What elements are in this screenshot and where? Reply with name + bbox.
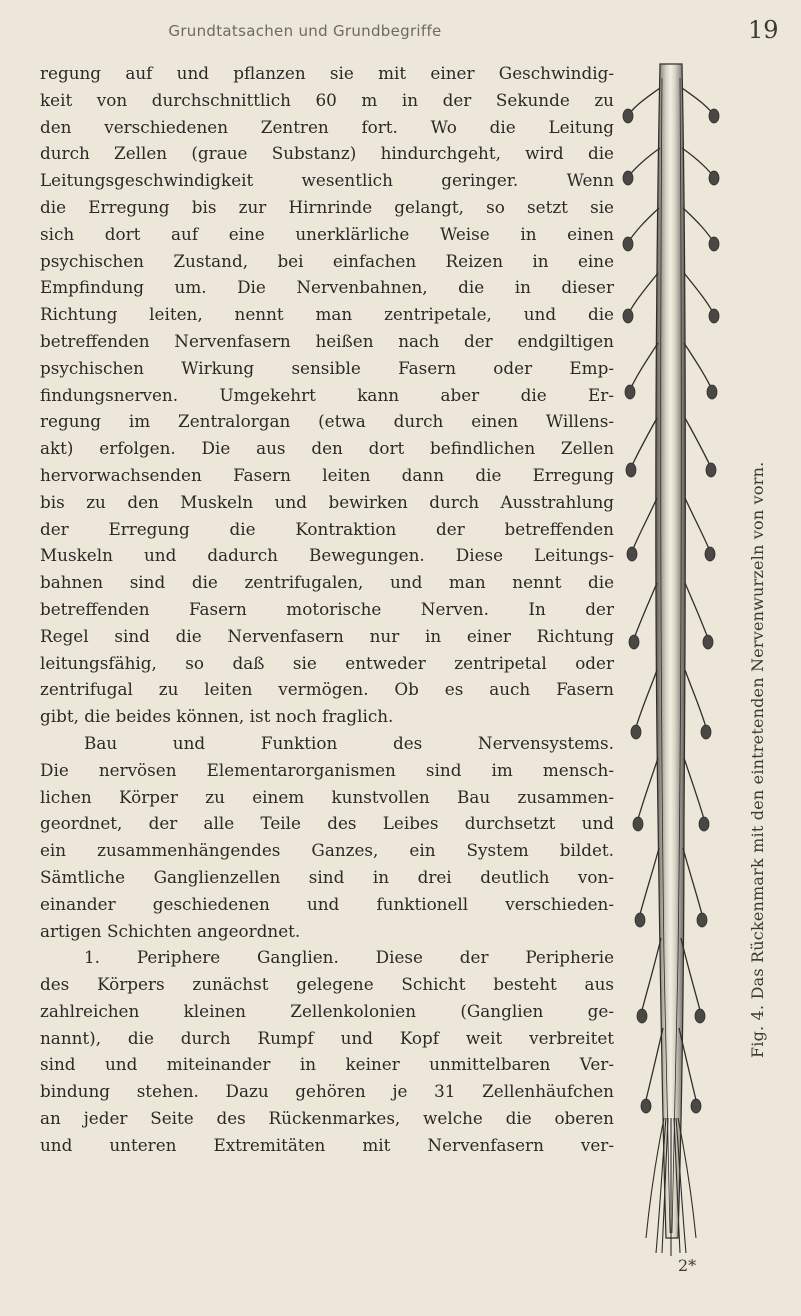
- text-line: hervorwachsenden Fasern leiten dann die Erregung: [40, 464, 614, 485]
- spinal-cord-illustration: [620, 58, 720, 1258]
- text-line: sich dort auf eine unerklärliche Weise in einen: [40, 223, 614, 244]
- text-line: Die nervösen Elementarorganismen sind im mensch-: [40, 759, 614, 780]
- text-line: Empfindung um. Die Nervenbahnen, die in dieser: [40, 277, 614, 298]
- text-line: Leitungsgeschwindigkeit wesentlich geringer. Wenn: [40, 170, 614, 191]
- text-line: betreffenden Fasern motorische Nerven. In der: [40, 598, 614, 619]
- text-line: sind und miteinander in keiner unmittelbaren Ver-: [40, 1054, 614, 1075]
- text-line: des Körpers zunächst gelegene Schicht besteht aus: [40, 974, 614, 995]
- text-line: zentrifugal zu leiten vermögen. Ob es auch Fasern: [40, 679, 614, 700]
- text-line: keit von durchschnittlich 60 m in der Sekunde zu: [40, 89, 614, 110]
- text-line: nannt), die durch Rumpf und Kopf weit verbreitet: [40, 1027, 614, 1048]
- text-line: bahnen sind die zentrifugalen, und man nennt die: [40, 572, 614, 593]
- text-line: an jeder Seite des Rückenmarkes, welche die oberen: [40, 1108, 614, 1129]
- text-line: geordnet, der alle Teile des Leibes durchsetzt und: [40, 813, 614, 834]
- list-item-heading: 1. Periphere Ganglien. Diese der Peripherie: [84, 947, 614, 968]
- text-line: und unteren Extremitäten mit Nervenfasern ver-: [40, 1134, 614, 1155]
- page-number: 19: [748, 16, 779, 44]
- text-line: Regel sind die Nervenfasern nur in einer Richtung: [40, 625, 614, 646]
- text-line: regung im Zentralorgan (etwa durch einen Willens-: [40, 411, 614, 432]
- text-line: lichen Körper zu einem kunstvollen Bau zusammen-: [40, 786, 614, 807]
- text-line: einander geschiedenen und funktionell verschieden-: [40, 893, 614, 914]
- signature-mark: 2*: [678, 1256, 697, 1275]
- text-line: ein zusammenhängendes Ganzes, ein System bildet.: [40, 840, 614, 861]
- text-line: bindung stehen. Dazu gehören je 31 Zellenhäufchen: [40, 1081, 614, 1102]
- text-line: leitungsfähig, so daß sie entweder zentripetal oder: [40, 652, 614, 673]
- text-line: der Erregung die Kontraktion der betreffenden: [40, 518, 614, 539]
- section-heading: Bau und Funktion des Nervensystems.: [84, 732, 614, 753]
- text-line: Muskeln und dadurch Bewegungen. Diese Leitungs-: [40, 545, 614, 566]
- text-line: Sämtliche Ganglienzellen sind in drei deutlich von-: [40, 866, 614, 887]
- text-line: Richtung leiten, nennt man zentripetale, und die: [40, 304, 614, 325]
- text-line: akt) erfolgen. Die aus den dort befindlichen Zellen: [40, 438, 614, 459]
- figure-caption: [718, 58, 778, 1138]
- body-text: [40, 60, 614, 1159]
- text-line: regung auf und pflanzen sie mit einer Geschwindig-: [40, 63, 614, 83]
- text-line: den verschiedenen Zentren fort. Wo die Leitung: [40, 116, 614, 137]
- text-line: psychischen Wirkung sensible Fasern oder Emp-: [40, 357, 614, 378]
- text-line: betreffenden Nervenfasern heißen nach der endgiltigen: [40, 330, 614, 351]
- text-line: findungsnerven. Umgekehrt kann aber die Er-: [40, 384, 614, 405]
- text-line: zahlreichen kleinen Zellenkolonien (Ganglien ge-: [40, 1000, 614, 1021]
- figure-caption-text: Fig. 4. Das Rückenmark mit den eintretenden Nervenwurzeln von vorn.: [748, 461, 767, 1058]
- text-line: bis zu den Muskeln und bewirken durch Ausstrahlung: [40, 491, 614, 512]
- text-line: die Erregung bis zur Hirnrinde gelangt, so setzt sie: [40, 196, 614, 217]
- text-line: artigen Schichten angeordnet.: [40, 920, 301, 941]
- running-title: Grundtatsachen und Grundbegriffe: [168, 22, 442, 40]
- text-line: gibt, die beides können, ist noch fraglich.: [40, 706, 394, 727]
- text-line: durch Zellen (graue Substanz) hindurchgeht, wird die: [40, 143, 614, 164]
- text-line: psychischen Zustand, bei einfachen Reizen in eine: [40, 250, 614, 271]
